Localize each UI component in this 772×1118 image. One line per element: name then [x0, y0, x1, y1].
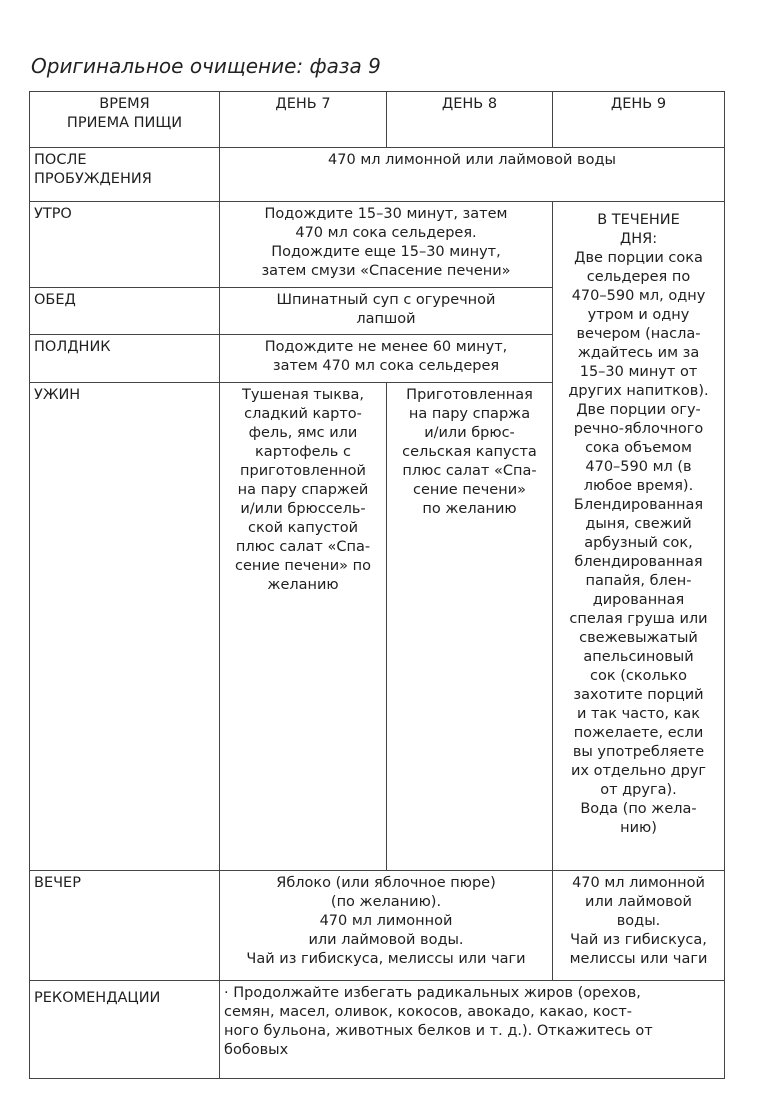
- recommendations-text: · Продолжайте избегать радикальных жиров (орехов, семян, масел, оливок, кокосов, авокадо, какао, кост- ного бульона, животных белков и т. д.). Откажитесь от бобовых: [220, 981, 725, 1079]
- row-wake-label: ПОСЛЕ ПРОБУЖДЕНИЯ: [30, 148, 220, 202]
- day-9-heading: В ТЕЧЕНИЕ ДНЯ:: [597, 212, 680, 247]
- meal-plan-table: [29, 91, 725, 1079]
- row-wake-all-days: 470 мл лимонной или лаймовой воды: [220, 148, 725, 202]
- header-day-7: ДЕНЬ 7: [220, 92, 387, 148]
- row-morning-days-7-8: Подождите 15–30 минут, затем 470 мл сока сельдерея. Подождите еще 15–30 минут, затем смузи «Спасение печени»: [220, 202, 553, 288]
- row-evening-label: ВЕЧЕР: [30, 871, 220, 981]
- row-wake: [30, 148, 725, 202]
- header-row: [30, 92, 725, 148]
- row-lunch-days-7-8: Шпинатный суп с огуречной лапшой: [220, 288, 553, 335]
- row-morning-label: УТРО: [30, 202, 220, 288]
- header-day-9: ДЕНЬ 9: [553, 92, 725, 148]
- row-dinner-day-7: Тушеная тыква, сладкий карто- фель, ямс или картофель с приготовленной на пару спаржей и/или брюссель- ской капустой плюс салат «Спа- сение печени» по желанию: [220, 383, 387, 871]
- day-9-all-day-cell: [553, 202, 725, 871]
- row-dinner-label: УЖИН: [30, 383, 220, 871]
- row-snack-label: ПОЛДНИК: [30, 335, 220, 383]
- header-time-cell: ВРЕМЯ ПРИЕМА ПИЩИ: [30, 92, 220, 148]
- row-lunch-label: ОБЕД: [30, 288, 220, 335]
- row-evening-day-9: 470 мл лимонной или лаймовой воды. Чай из гибискуса, мелиссы или чаги: [553, 871, 725, 981]
- row-recommendations: [30, 981, 725, 1079]
- row-dinner-day-8: Приготовленная на пару спаржа и/или брюс- сельская капуста плюс салат «Спа- сение печени» по желанию: [387, 383, 553, 871]
- row-recommendations-label: РЕКОМЕНДАЦИИ: [30, 981, 220, 1079]
- row-snack-days-7-8: Подождите не менее 60 минут, затем 470 мл сока сельдерея: [220, 335, 553, 383]
- row-evening: [30, 871, 725, 981]
- page-title: Оригинальное очищение: фаза 9: [31, 54, 381, 78]
- day-9-body: Две порции сока сельдерея по 470–590 мл, одну утром и одну вечером (насла- ждайтесь им за 15–30 минут от других напитков). Две порции огу- речно-яблочного сока объемом 470–590 мл (в любое время). Блендированная дыня, свежий арбузный сок, блендированная папайя, блен- дированная спелая груша или свежевыжатый апельсиновый сок (сколько захотите порций и так часто, как пожелаете, если вы употребляете их отдельно друг от друга). Вода (по жела- нию): [568, 250, 709, 836]
- header-day-8: ДЕНЬ 8: [387, 92, 553, 148]
- row-evening-days-7-8: Яблоко (или яблочное пюре) (по желанию). 470 мл лимонной или лаймовой воды. Чай из гибискуса, мелиссы или чаги: [220, 871, 553, 981]
- row-morning: [30, 202, 725, 288]
